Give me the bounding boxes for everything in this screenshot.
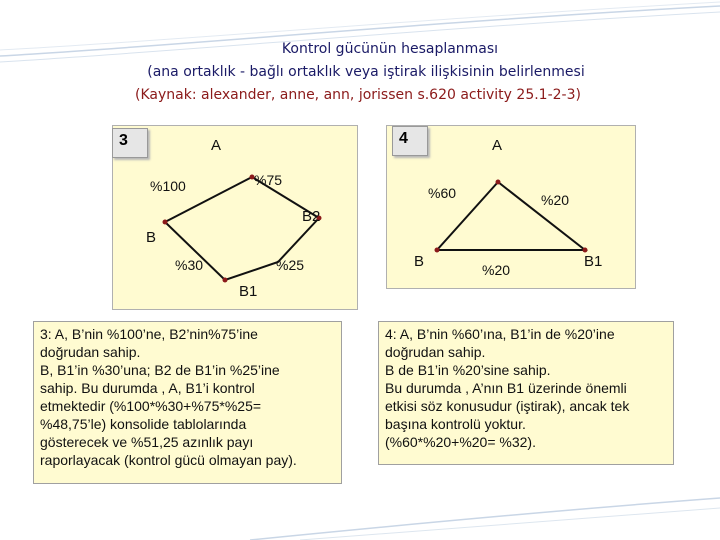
case3-pct-a-b: %100 bbox=[150, 178, 186, 194]
case4-desc-line: doğrudan sahip. bbox=[385, 344, 486, 360]
case3-desc-line: %48,75’le) konsolide tablolarında bbox=[40, 416, 247, 432]
page-title: Kontrol gücünün hesaplanması bbox=[281, 41, 499, 57]
case3-description bbox=[33, 321, 342, 484]
source-reference: (Kaynak: alexander, anne, ann, jorissen s.620 activity 25.1-2-3) bbox=[135, 87, 581, 103]
case3-desc-line: gösterecek ve %51,25 azınlık payı bbox=[40, 434, 254, 450]
case3-pct-a-b2: %75 bbox=[254, 172, 283, 188]
case4-node-b bbox=[435, 248, 440, 253]
case4-node-a bbox=[496, 180, 501, 185]
case4-desc-line: etkisi söz konusudur (iştirak), ancak tek bbox=[385, 398, 630, 414]
case4-label-b: B bbox=[414, 253, 425, 270]
case3-desc-line: B, B1’in %30’una; B2 de B1’in %25’ine bbox=[40, 362, 280, 378]
case4-description bbox=[378, 321, 674, 465]
case3-number-badge: 3 bbox=[112, 128, 148, 158]
case3-desc-line: etmektedir (%100*%30+%75*%25= bbox=[40, 398, 262, 414]
case3-desc-line: doğrudan sahip. bbox=[40, 344, 141, 360]
case3-label-a: A bbox=[211, 137, 222, 154]
case4-label-b1: B1 bbox=[584, 253, 603, 270]
case3-label-b: B bbox=[146, 229, 157, 246]
case4-node-b1 bbox=[583, 248, 588, 253]
case3-desc-line: 3: A, B’nin %100’ne, B2’nin%75’ine bbox=[40, 326, 258, 342]
case3-desc-line: sahip. Bu durumda , A, B1’i kontrol bbox=[40, 380, 255, 396]
case3-desc-line: raporlayacak (kontrol gücü olmayan pay). bbox=[40, 452, 297, 468]
case3-pct-b-b1: %30 bbox=[175, 257, 204, 273]
case4-desc-line: başına kontrolü yoktur. bbox=[385, 416, 526, 432]
case4-pct-a-b: %60 bbox=[428, 185, 457, 201]
case4-desc-line: Bu durumda , A’nın B1 üzerinde önemli bbox=[385, 380, 627, 396]
case4-number-badge: 4 bbox=[392, 126, 428, 156]
case4-desc-line: B de B1’in %20’sine sahip. bbox=[385, 362, 551, 378]
case3-pct-b2-b1: %25 bbox=[276, 257, 305, 273]
page-subtitle: (ana ortaklık - bağlı ortaklık veya iştirak ilişkisinin belirlenmesi bbox=[147, 64, 585, 80]
case4-pct-a-b1: %20 bbox=[541, 192, 570, 208]
case4-pct-b-b1: %20 bbox=[482, 262, 511, 278]
case4-desc-line: (%60*%20+%20= %32). bbox=[385, 434, 536, 450]
case3-label-b1: B1 bbox=[239, 283, 258, 300]
case4-label-a: A bbox=[492, 137, 503, 154]
case4-desc-line: 4: A, B’nin %60’ına, B1’in de %20’ine bbox=[385, 326, 615, 342]
case3-label-b2: B2 bbox=[302, 208, 321, 225]
